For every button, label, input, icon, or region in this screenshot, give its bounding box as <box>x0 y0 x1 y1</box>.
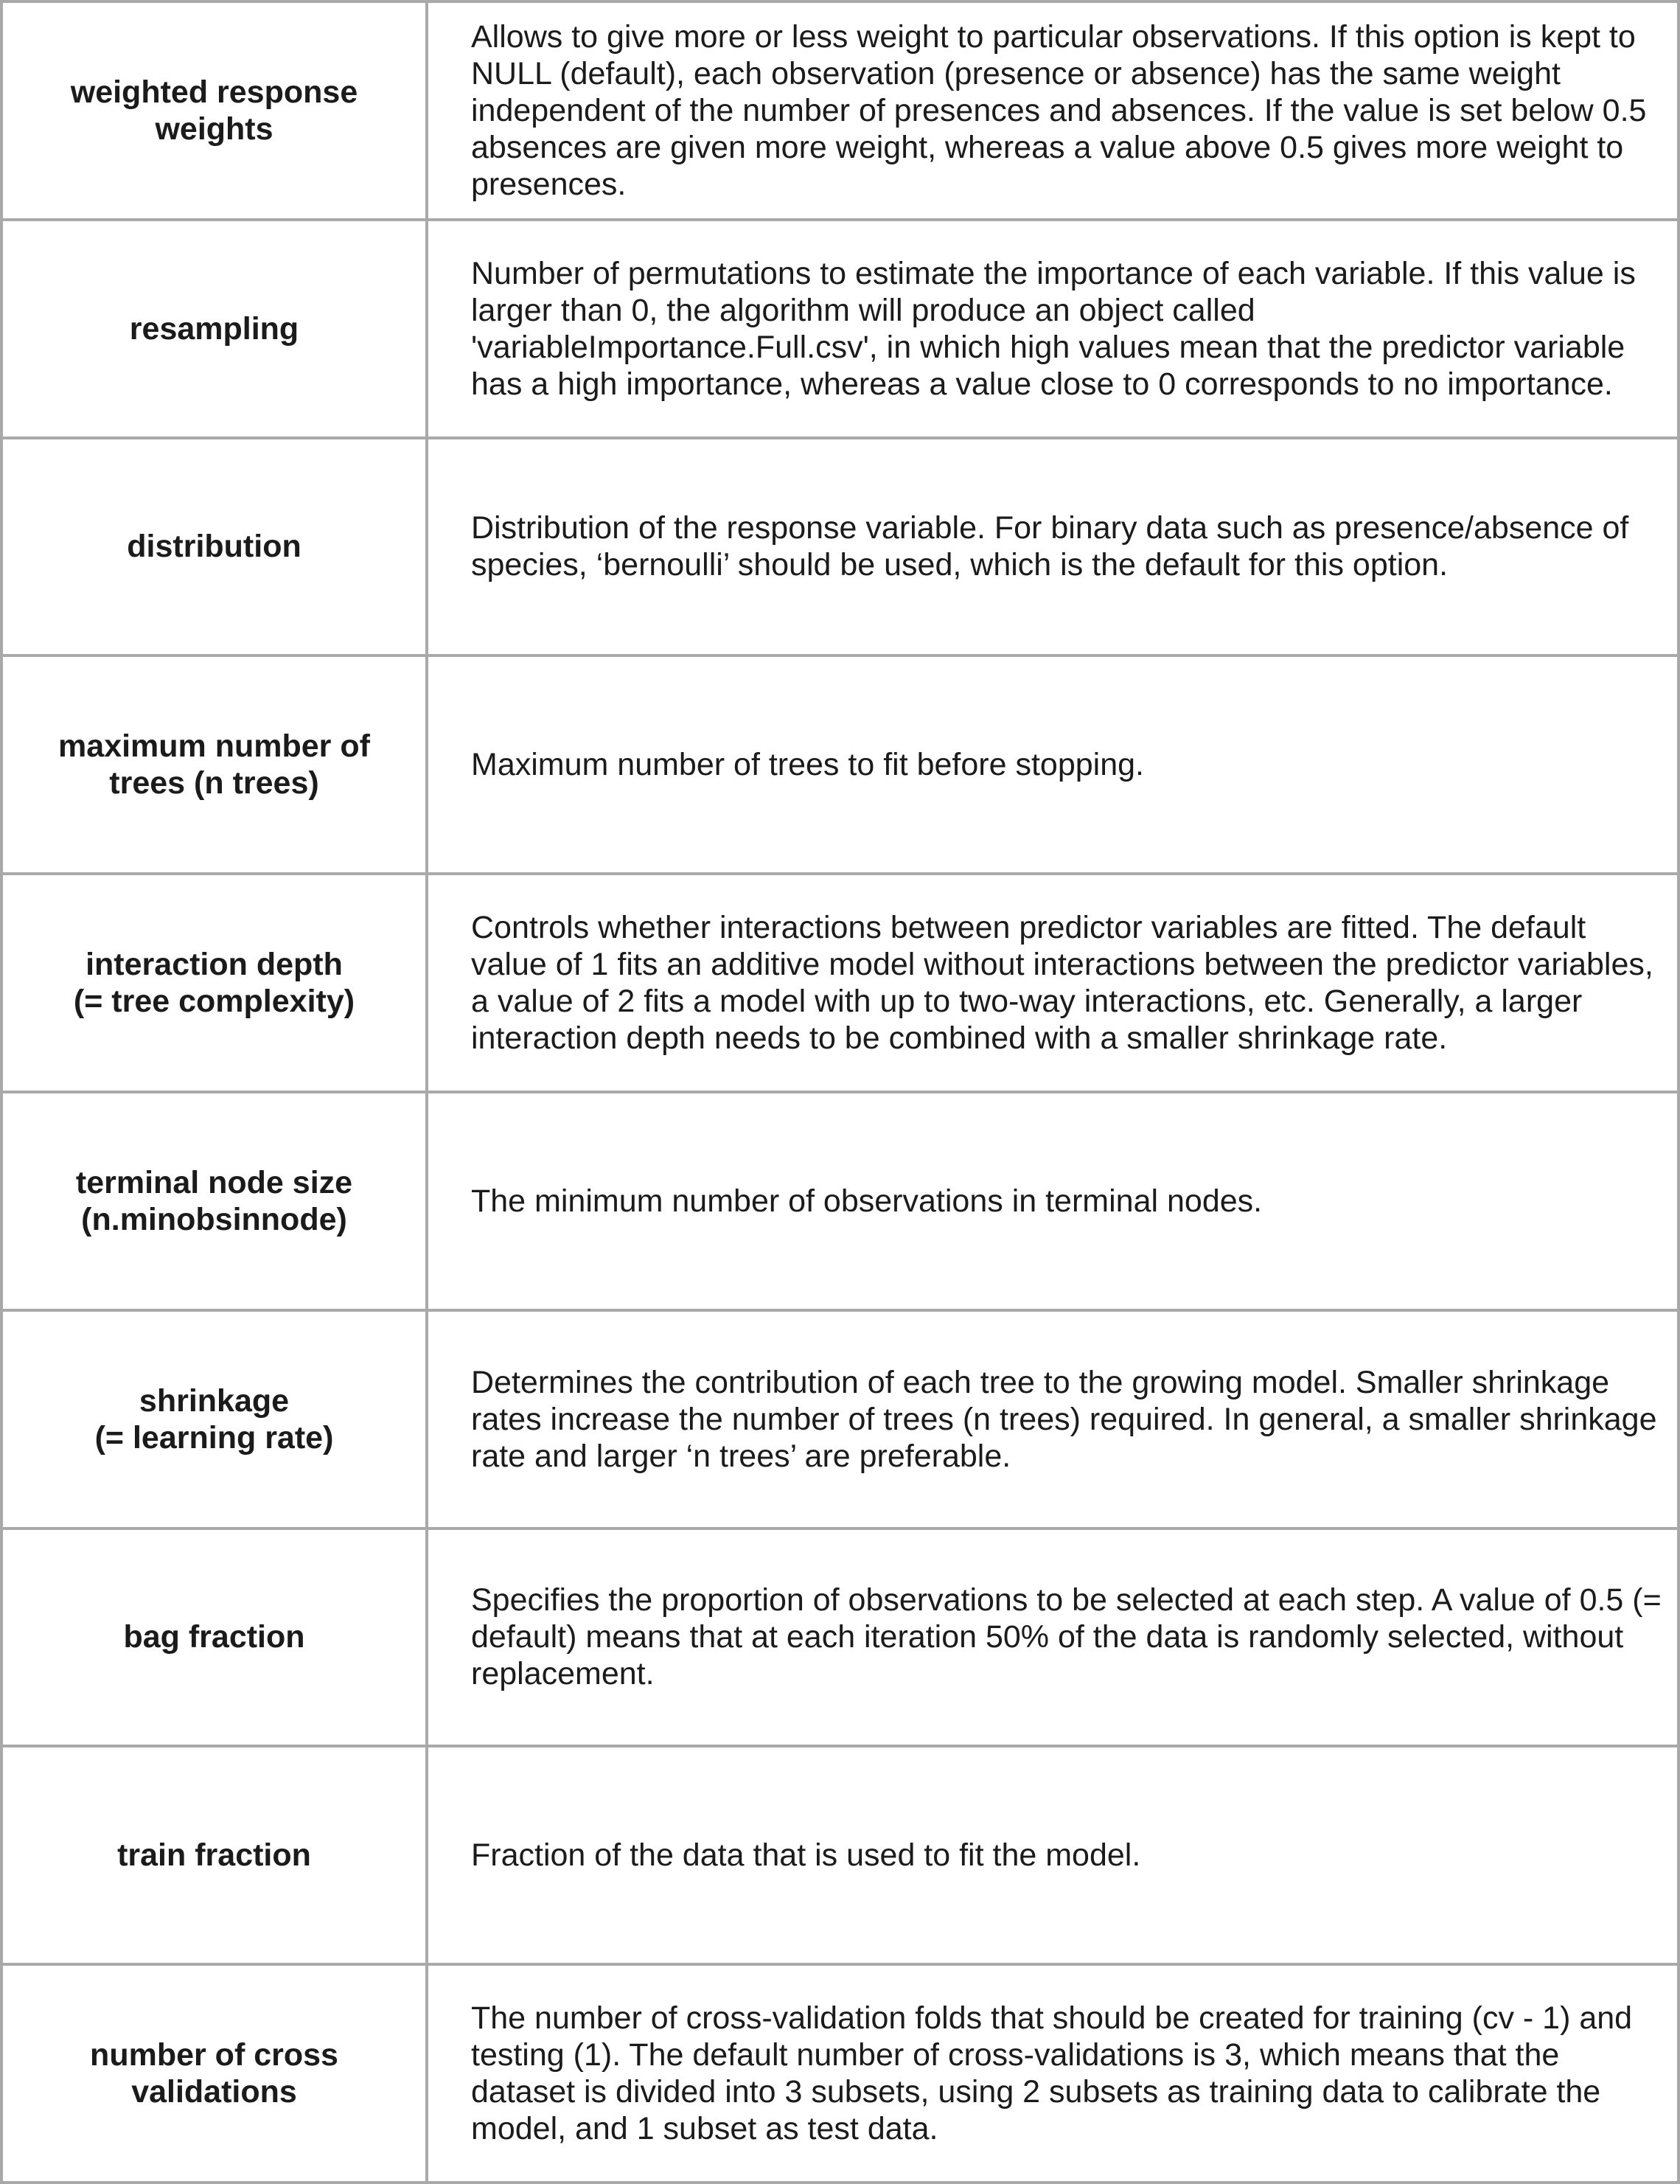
parameter-description-cell <box>427 438 1679 656</box>
table-row <box>1 1310 1679 1529</box>
parameter-description: Allows to give more or less weight to particular observations. If this option is kept to NULL (default), each observation (presence or absence) has the same weight independent of the number of presences and absences. If the value is set below 0.5 absences are given more weight, whereas a value above 0.5 gives more weight to presences. <box>471 18 1647 202</box>
table-row <box>1 438 1679 656</box>
table-row <box>1 874 1679 1092</box>
parameter-description: Distribution of the response variable. For binary data such as presence/absence of species, ‘bernoulli’ should be used, which is the default for this option. <box>471 510 1629 583</box>
parameter-name-cell <box>1 874 427 1092</box>
parameter-name: shrinkage (= learning rate) <box>94 1383 334 1456</box>
table-row <box>1 655 1679 874</box>
parameter-description-cell <box>427 1092 1679 1310</box>
parameter-name-cell <box>1 1746 427 1964</box>
parameter-description: Specifies the proportion of observations to be selected at each step. A value of 0.5 (= default) means that at each iteration 50% of the data is randomly selected, without replacement. <box>471 1582 1662 1692</box>
parameter-description: The number of cross-validation folds that should be created for training (cv - 1) and testing (1). The default number of cross-validations is 3, which means that the dataset is divided into 3 subsets, using 2 subsets as training data to calibrate the model, and 1 subset as test data. <box>471 2000 1633 2147</box>
parameter-description-cell <box>427 655 1679 874</box>
table-row <box>1 1092 1679 1310</box>
parameter-name: interaction depth (= tree complexity) <box>73 947 355 1020</box>
table-row <box>1 220 1679 438</box>
parameter-description-cell <box>427 874 1679 1092</box>
table-row <box>1 1 1679 220</box>
parameter-name: maximum number of trees (n trees) <box>58 728 370 801</box>
parameter-name: distribution <box>127 529 302 565</box>
table-row <box>1 1964 1679 2183</box>
parameter-description-cell <box>427 1310 1679 1529</box>
parameter-description: Determines the contribution of each tree to the growing model. Smaller shrinkage rates increase the number of trees (n trees) required. In general, a smaller shrinkage rate and larger ‘n trees’ are preferable. <box>471 1364 1657 1474</box>
parameter-description: Fraction of the data that is used to fit the model. <box>471 1837 1141 1874</box>
parameter-name-cell <box>1 1092 427 1310</box>
table-row <box>1 1529 1679 1747</box>
table-row <box>1 1746 1679 1964</box>
parameter-description-cell <box>427 1746 1679 1964</box>
parameter-description-cell <box>427 220 1679 438</box>
parameter-name: resampling <box>129 310 299 347</box>
parameter-name: number of cross validations <box>90 2037 338 2110</box>
parameter-description-cell <box>427 1 1679 220</box>
parameter-name-cell <box>1 220 427 438</box>
parameter-name: weighted response weights <box>70 74 358 147</box>
parameter-name: train fraction <box>117 1837 311 1874</box>
parameter-description: Maximum number of trees to fit before stopping. <box>471 747 1144 783</box>
parameter-name-cell <box>1 438 427 656</box>
parameter-name-cell <box>1 1964 427 2183</box>
parameter-name: terminal node size (n.minobsinnode) <box>75 1164 353 1237</box>
parameter-name: bag fraction <box>123 1619 305 1655</box>
parameter-description: Controls whether interactions between predictor variables are fitted. The default value of 1 fits an additive model without interactions between the predictor variables, a value of 2 fits a model with up to two-way interactions, etc. Generally, a larger interaction depth needs to be combined with a smaller shrinkage rate. <box>471 910 1653 1057</box>
parameter-description-cell <box>427 1529 1679 1747</box>
parameter-name-cell <box>1 655 427 874</box>
parameter-description-cell <box>427 1964 1679 2183</box>
parameter-description: Number of permutations to estimate the importance of each variable. If this value is larger than 0, the algorithm will produce an object called 'variableImportance.Full.csv', in which high values mean that the predictor variable has a high importance, whereas a value close to 0 corresponds to no importance. <box>471 255 1636 402</box>
parameter-description: The minimum number of observations in terminal nodes. <box>471 1183 1263 1219</box>
parameter-name-cell <box>1 1 427 220</box>
parameter-name-cell <box>1 1310 427 1529</box>
parameter-name-cell <box>1 1529 427 1747</box>
